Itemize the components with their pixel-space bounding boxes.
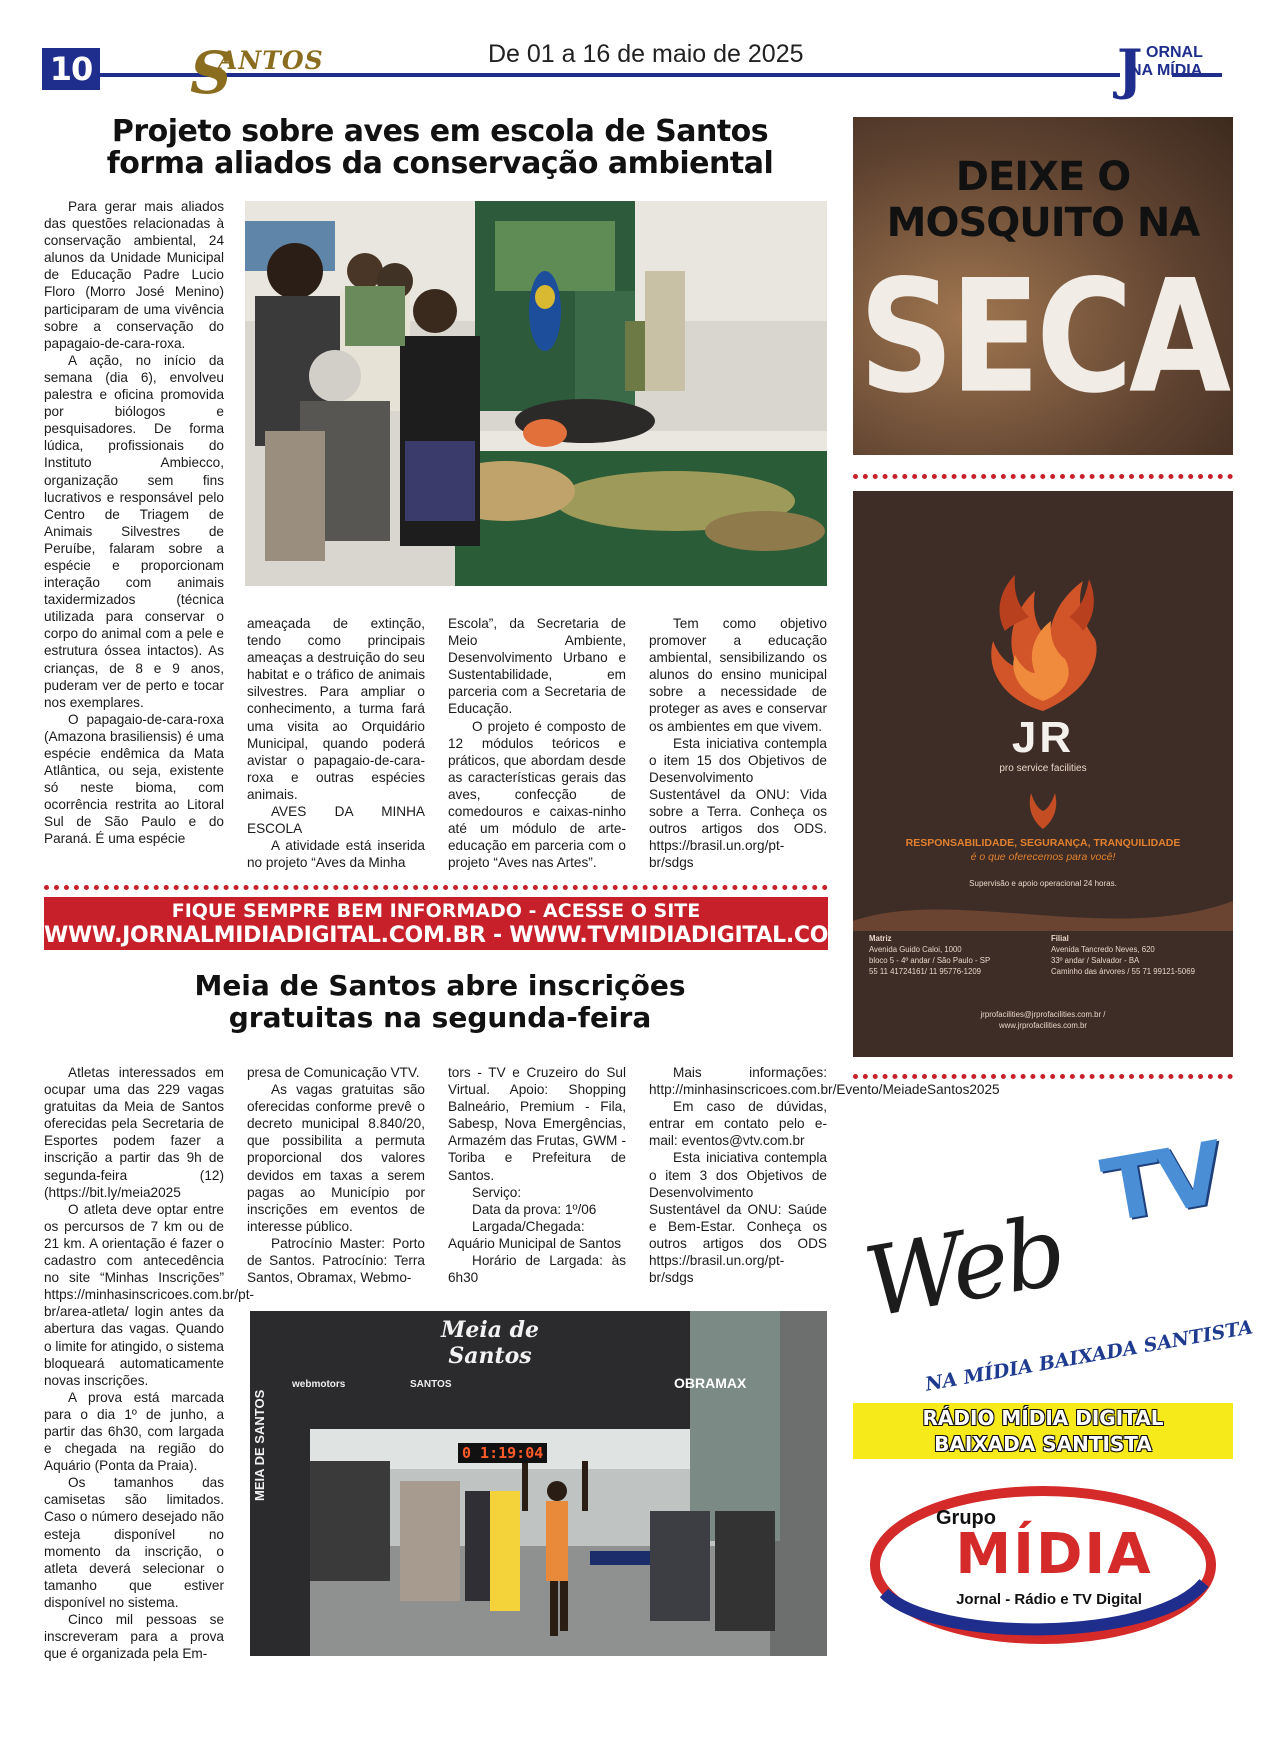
promo-line1: FIQUE SEMPRE BEM INFORMADO - ACESSE O SITE (171, 900, 701, 922)
ad-grupo-midia[interactable] (864, 1473, 1222, 1649)
article2-headline (60, 970, 820, 1034)
radio-line2: BAIXADA SANTISTA (934, 1432, 1152, 1456)
article1-column-1 (44, 198, 224, 852)
paragraph: Esta iniciativa contempla o item 15 dos Objetivos de Desenvolvimento Sustentável da ONU: Vida sobre a Terra. Conheça os outros artigos dos ODS. https://brasil.un.org/pt-br/sdgs (649, 735, 827, 871)
paragraph: O atleta deve optar entre os percursos de 7 km ou de 21 km. A orientação é fazer o cadastro com antecedência no site “Minhas Inscrições” https://minhasinscricoes.com.br/pt-br/area-atleta/ login antes da abertura das vagas. Quando o limite for atingido, o sistema bloqueará automaticamente novas inscrições. (44, 1201, 255, 1388)
jr-service-line: Supervisão e apoio operacional 24 horas. (969, 879, 1117, 888)
article2-column-2 (247, 1064, 425, 1304)
paragraph: A atividade está inserida no projeto “Aves da Minha (247, 838, 425, 871)
jr-matriz-title: Matriz (869, 934, 892, 943)
jr-filial-line: Avenida Tancredo Neves, 620 (1051, 945, 1155, 954)
paragraph: A ação, no início da semana (dia 6), envolveu palestra e oficina promovida por biólogos e pesquisadores. De forma lúdica, profissionais do Instituto Ambiecco, organização sem fins lucrativos e responsável pelo Centro de Triagem de Animais Silvestres de Peruíbe, falaram sobre a espécie e proporcionam interação com animais taxidermizados (técnica utilizada para conservar o corpo do animal com a pele e estrutura óssea intactos). As crianças, de 8 e 9 anos, puderam ver de perto e tocar nos exemplares. (44, 352, 224, 710)
ad-radio-midia[interactable] (853, 1403, 1233, 1459)
subheading: AVES DA MINHA ESCOLA (247, 804, 425, 837)
paragraph: Os tamanhos das camisetas são limitados. Caso o número desejado não esteja disponível no momento da inscrição, o atleta deverá selecionar o tamanho que estiver disponível no sistema. (44, 1475, 224, 1610)
paragraph: Patrocínio Master: Porto de Santos. Patrocínio: Terra Santos, Obramax, Webmo- (247, 1235, 425, 1286)
article2-photo-race-finish (250, 1311, 827, 1656)
section-title: ANTOS (218, 46, 324, 75)
jr-matriz-line: bloco 5 - 4º andar / São Paulo - SP (869, 956, 991, 965)
paragraph: tors - TV e Cruzeiro do Sul Virtual. Apoio: Shopping Balneário, Premium - Fila, Sabesp, Nova Emergências, Armazém das Frutas, GWM - Toriba e Prefeitura de Santos. (448, 1065, 626, 1183)
photo-sponsor-3: OBRAMAX (674, 1375, 747, 1391)
issue-date: De 01 a 16 de maio de 2025 (488, 40, 804, 68)
ad-dengue-line2: MOSQUITO NA (886, 200, 1200, 246)
paragraph: Mais informações: http://minhasinscricoes.com.br/Evento/MeiadeSantos2025 (649, 1065, 1000, 1098)
webtv-logo-script: Web (856, 1194, 1071, 1340)
section-title-initial: S (190, 39, 232, 107)
paragraph: Escola”, da Secretaria de Meio Ambiente, Desenvolvimento Urbano e Sustentabilidade, em parceria com a Secretaria de Educação. (448, 616, 626, 717)
article1-headline-line1: Projeto sobre aves em escola de Santos (111, 114, 769, 149)
ad-webtv[interactable] (853, 1093, 1255, 1403)
jr-matriz-phone: 55 11 41724161/ 11 95776-1209 (869, 967, 982, 976)
paragraph: Esta iniciativa contempla o item 3 dos Objetivos de Desenvolvimento Sustentável da ONU: Saúde e Bem-Estar. Conheça os outros artigos dos ODS https://brasil.un.org/pt-br/sdgs (649, 1150, 827, 1286)
ad-dengue-line3: SECA (858, 246, 1228, 429)
article1-photo-students-birds (245, 201, 827, 586)
webtv-subtitle: NA MÍDIA BAIXADA SANTISTA (923, 1316, 1255, 1396)
jr-matriz-line: Avenida Guido Caloi, 1000 (869, 945, 962, 954)
paragraph: Data da prova: 1º/06 (472, 1201, 597, 1217)
paragraph: Atletas interessados em ocupar uma das 229 vagas gratuitas da Meia de Santos oferecidas pela Secretaria de Esportes podem fazer a inscrição a partir das 9h de segunda-feira (12) (https://bit.ly/meia2025 (44, 1065, 224, 1200)
paragraph: Largada/Chegada: Aquário Municipal de Santos (448, 1218, 622, 1251)
jr-filial-line: 33º andar / Salvador - BA (1051, 956, 1140, 965)
grupo-midia-top: Grupo (936, 1507, 996, 1529)
paragraph: Serviço: (472, 1184, 522, 1200)
article2-headline-line2: gratuitas na segunda-feira (228, 1001, 652, 1034)
paragraph: Cinco mil pessoas se inscreveram para a prova que é organizada pela Em- (44, 1612, 224, 1662)
ad-dengue-line1: DEIXE O (955, 154, 1131, 200)
grupo-midia-logo: MÍDIA (955, 1522, 1153, 1587)
jr-contact (853, 1009, 1233, 1031)
jr-website[interactable]: www.jrprofacilities.com.br (999, 1021, 1087, 1030)
paragraph: ameaçada de extinção, tendo como principais ameaças a destruição do seu habitat e o tráfico de animais silvestres. Para ampliar o conhecimento, a turma fará uma visita ao Orquidário Municipal, quando poderá avistar o papagaio-de-cara-roxa e outras espécies animais. (247, 616, 425, 802)
paragraph: presa de Comunicação VTV. (247, 1065, 420, 1080)
article2-headline-line1: Meia de Santos abre inscrições (194, 969, 686, 1002)
brand-logo-bottom: NA MÍDIA (1130, 62, 1203, 79)
page-number: 10 (42, 48, 100, 90)
flame-logo-icon (965, 561, 1121, 721)
jr-slogan: RESPONSABILIDADE, SEGURANÇA, TRANQUILIDADE (905, 837, 1181, 849)
photo-race-clock: 0 1:19:04 (458, 1443, 547, 1463)
article1-column-2 (247, 615, 425, 871)
promo-links[interactable]: WWW.JORNALMIDIADIGITAL.COM.BR - WWW.TVMIDIADIGITAL.COM (44, 923, 850, 948)
dotted-divider (853, 1074, 1233, 1079)
jr-address-filial (1051, 933, 1195, 977)
photo-sponsor-2: SANTOS (410, 1379, 452, 1390)
radio-line1: RÁDIO MÍDIA DIGITAL (922, 1406, 1164, 1430)
wave-decoration (853, 891, 1233, 931)
brand-logo-top: ORNAL (1146, 44, 1203, 61)
jr-filial-phone: Caminho das árvores / 55 71 99121-5069 (1051, 967, 1195, 976)
jr-slogan-sub: é o que oferecemos para você! (970, 851, 1116, 863)
article1-column-3 (448, 615, 626, 871)
article1-headline-line2: forma aliados da conservação ambiental (106, 146, 774, 181)
paragraph: O papagaio-de-cara-roxa (Amazona brasiliensis) é uma espécie endêmica da Mata Atlântica, ou seja, existente só neste bioma, com ocorrência restrita ao Litoral Sul de São Paulo e do Paraná. É uma espécie (44, 711, 224, 847)
article1-column-4 (649, 615, 827, 871)
dotted-divider (853, 474, 1233, 479)
jr-logo-text: JR (1011, 713, 1075, 762)
jr-email[interactable]: jrprofacilities@jrprofacilities.com.br / (980, 1010, 1106, 1019)
jr-logo-subtitle: pro service facilities (999, 763, 1087, 774)
paragraph: Tem como objetivo promover a educação ambiental, sensibilizando os alunos do ensino municipal sobre a necessidade de proteger as aves e conservar os ambientes em que vivem. (649, 616, 827, 734)
photo-sponsor-1: webmotors (292, 1379, 346, 1390)
brand-logo-initial: J (1117, 37, 1143, 101)
flame-ornament-icon (1015, 785, 1071, 831)
article1-headline (60, 116, 820, 180)
paragraph: O projeto é composto de 12 módulos teóricos e práticos, que abordam desde as características gerais das aves, confecção de comedouros e caixas-ninho até um módulo de arte-educação em parceria com o projeto “Aves nas Artes”. (448, 718, 626, 871)
grupo-midia-subtitle: Jornal - Rádio e TV Digital (956, 1591, 1142, 1608)
article2-column-3 (448, 1064, 626, 1304)
site-promo-banner (44, 897, 850, 950)
photo-banner-text: Meia de Santos (440, 1317, 539, 1369)
ad-jr-facilities[interactable] (853, 491, 1233, 1057)
paragraph: A prova está marcada para o dia 1º de junho, a partir das 6h30, com largada e chegada na região do Aquário (Ponta da Praia). (44, 1389, 224, 1474)
paragraph: Para gerar mais aliados das questões relacionadas à conservação ambiental, 24 alunos da Unidade Municipal de Educação Padre Lucio Floro (Morro José Menino) participaram de uma vivência sobre a conservação do papagaio-de-cara-roxa. (44, 199, 224, 351)
paragraph: Horário de Largada: às 6h30 (448, 1253, 626, 1286)
article2-column-1 (44, 1064, 255, 1662)
dotted-divider (44, 885, 828, 890)
jr-filial-title: Filial (1051, 934, 1069, 943)
paragraph: Em caso de dúvidas, entrar em contato pelo e-mail: eventos@vtv.com.br (649, 1099, 827, 1149)
ad-dengue-campaign[interactable] (853, 117, 1233, 455)
webtv-logo-tv: TV (1095, 1123, 1229, 1243)
photo-side-banner: MEIA DE SANTOS (252, 1389, 267, 1501)
paragraph: As vagas gratuitas são oferecidas conforme prevê o decreto municipal 8.840/20, que possibilita a permuta proporcional dos valores devidos em taxas a serem pagas ao Município por inscrições em eventos de interesse público. (247, 1082, 425, 1234)
jr-address-matriz (869, 933, 990, 977)
